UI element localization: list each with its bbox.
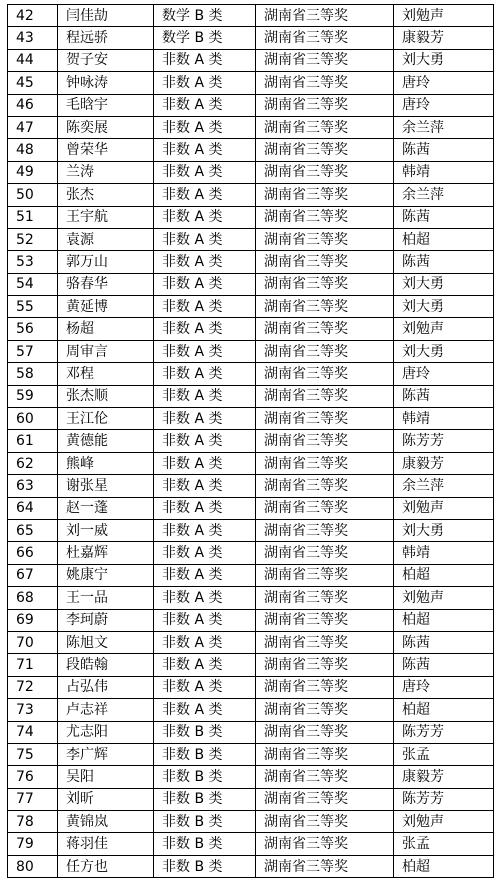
teacher-name-cell: 康毅芳 [394,766,494,788]
row-number-cell: 80 [8,855,58,877]
student-name-cell: 王一品 [58,587,154,609]
table-row [8,497,494,519]
row-number-cell: 69 [8,609,58,631]
table-row [8,676,494,698]
student-name-cell: 谢张星 [58,475,154,497]
category-cell: 非数 A 类 [154,564,256,586]
student-name-cell: 邓程 [58,363,154,385]
teacher-name-cell: 柏超 [394,228,494,250]
award-level-cell: 湖南省三等奖 [256,721,394,743]
row-number-cell: 51 [8,206,58,228]
student-name-cell: 黄德能 [58,430,154,452]
row-number-cell: 62 [8,452,58,474]
table-row [8,542,494,564]
row-number-cell: 46 [8,94,58,116]
student-name-cell: 杜嘉辉 [58,542,154,564]
teacher-name-cell: 刘勉声 [394,811,494,833]
award-level-cell: 湖南省三等奖 [256,587,394,609]
teacher-name-cell: 陈茜 [394,654,494,676]
category-cell: 非数 A 类 [154,251,256,273]
award-level-cell: 湖南省三等奖 [256,475,394,497]
teacher-name-cell: 刘大勇 [394,296,494,318]
row-number-cell: 72 [8,676,58,698]
category-cell: 非数 B 类 [154,788,256,810]
award-level-cell: 湖南省三等奖 [256,609,394,631]
row-number-cell: 45 [8,72,58,94]
row-number-cell: 50 [8,184,58,206]
student-name-cell: 段皓翰 [58,654,154,676]
award-list-sheet [7,4,493,878]
award-level-cell: 湖南省三等奖 [256,452,394,474]
table-row [8,833,494,855]
table-row [8,766,494,788]
student-name-cell: 袁源 [58,228,154,250]
row-number-cell: 79 [8,833,58,855]
table-row [8,475,494,497]
category-cell: 非数 A 类 [154,296,256,318]
teacher-name-cell: 刘大勇 [394,519,494,541]
row-number-cell: 74 [8,721,58,743]
teacher-name-cell: 柏超 [394,609,494,631]
award-level-cell: 湖南省三等奖 [256,94,394,116]
teacher-name-cell: 唐玲 [394,676,494,698]
award-level-cell: 湖南省三等奖 [256,564,394,586]
award-level-cell: 湖南省三等奖 [256,699,394,721]
table-row [8,743,494,765]
award-level-cell: 湖南省三等奖 [256,631,394,653]
student-name-cell: 李广辉 [58,743,154,765]
award-level-cell: 湖南省三等奖 [256,49,394,71]
table-row [8,430,494,452]
teacher-name-cell: 柏超 [394,855,494,877]
table-row [8,139,494,161]
award-level-cell: 湖南省三等奖 [256,766,394,788]
table-row [8,5,494,27]
category-cell: 非数 A 类 [154,49,256,71]
table-row [8,452,494,474]
teacher-name-cell: 唐玲 [394,363,494,385]
row-number-cell: 55 [8,296,58,318]
category-cell: 非数 A 类 [154,475,256,497]
row-number-cell: 73 [8,699,58,721]
teacher-name-cell: 柏超 [394,564,494,586]
student-name-cell: 兰涛 [58,161,154,183]
row-number-cell: 64 [8,497,58,519]
student-name-cell: 毛晗宇 [58,94,154,116]
category-cell: 非数 B 类 [154,766,256,788]
award-level-cell: 湖南省三等奖 [256,273,394,295]
student-name-cell: 骆春华 [58,273,154,295]
row-number-cell: 70 [8,631,58,653]
student-name-cell: 杨超 [58,318,154,340]
award-level-cell: 湖南省三等奖 [256,161,394,183]
award-table-body [8,5,494,878]
student-name-cell: 王江伦 [58,408,154,430]
category-cell: 非数 A 类 [154,430,256,452]
category-cell: 非数 B 类 [154,855,256,877]
table-row [8,721,494,743]
table-row [8,363,494,385]
category-cell: 非数 A 类 [154,408,256,430]
table-row [8,811,494,833]
award-level-cell: 湖南省三等奖 [256,296,394,318]
student-name-cell: 闫佳劼 [58,5,154,27]
student-name-cell: 钟咏涛 [58,72,154,94]
student-name-cell: 程远骄 [58,27,154,49]
student-name-cell: 黄锦岚 [58,811,154,833]
student-name-cell: 姚康宁 [58,564,154,586]
teacher-name-cell: 陈茜 [394,139,494,161]
award-level-cell: 湖南省三等奖 [256,519,394,541]
category-cell: 非数 A 类 [154,161,256,183]
category-cell: 非数 A 类 [154,340,256,362]
row-number-cell: 57 [8,340,58,362]
student-name-cell: 任方也 [58,855,154,877]
table-row [8,273,494,295]
row-number-cell: 47 [8,116,58,138]
category-cell: 非数 A 类 [154,676,256,698]
category-cell: 非数 A 类 [154,94,256,116]
category-cell: 非数 A 类 [154,587,256,609]
teacher-name-cell: 余兰萍 [394,116,494,138]
teacher-name-cell: 柏超 [394,699,494,721]
table-row [8,49,494,71]
table-row [8,519,494,541]
row-number-cell: 52 [8,228,58,250]
student-name-cell: 蒋羽佳 [58,833,154,855]
category-cell: 非数 A 类 [154,654,256,676]
table-row [8,385,494,407]
teacher-name-cell: 张孟 [394,743,494,765]
student-name-cell: 周审言 [58,340,154,362]
award-level-cell: 湖南省三等奖 [256,139,394,161]
category-cell: 非数 A 类 [154,631,256,653]
student-name-cell: 尤志阳 [58,721,154,743]
award-level-cell: 湖南省三等奖 [256,497,394,519]
teacher-name-cell: 刘大勇 [394,49,494,71]
award-level-cell: 湖南省三等奖 [256,788,394,810]
row-number-cell: 58 [8,363,58,385]
table-row [8,855,494,877]
teacher-name-cell: 余兰萍 [394,184,494,206]
student-name-cell: 黄延博 [58,296,154,318]
table-row [8,631,494,653]
award-level-cell: 湖南省三等奖 [256,363,394,385]
award-level-cell: 湖南省三等奖 [256,811,394,833]
row-number-cell: 60 [8,408,58,430]
row-number-cell: 77 [8,788,58,810]
student-name-cell: 王宇航 [58,206,154,228]
table-row [8,408,494,430]
award-level-cell: 湖南省三等奖 [256,542,394,564]
category-cell: 非数 B 类 [154,833,256,855]
category-cell: 非数 A 类 [154,206,256,228]
category-cell: 非数 A 类 [154,116,256,138]
table-row [8,94,494,116]
row-number-cell: 56 [8,318,58,340]
teacher-name-cell: 刘勉声 [394,5,494,27]
table-row [8,296,494,318]
category-cell: 非数 A 类 [154,385,256,407]
award-level-cell: 湖南省三等奖 [256,228,394,250]
table-row [8,27,494,49]
award-level-cell: 湖南省三等奖 [256,430,394,452]
row-number-cell: 42 [8,5,58,27]
award-table [7,4,494,878]
category-cell: 非数 A 类 [154,318,256,340]
table-row [8,564,494,586]
row-number-cell: 44 [8,49,58,71]
row-number-cell: 78 [8,811,58,833]
award-level-cell: 湖南省三等奖 [256,340,394,362]
category-cell: 非数 B 类 [154,811,256,833]
teacher-name-cell: 张孟 [394,833,494,855]
teacher-name-cell: 陈芳芳 [394,430,494,452]
row-number-cell: 49 [8,161,58,183]
award-level-cell: 湖南省三等奖 [256,5,394,27]
row-number-cell: 63 [8,475,58,497]
student-name-cell: 李珂蔚 [58,609,154,631]
teacher-name-cell: 刘勉声 [394,587,494,609]
table-row [8,161,494,183]
category-cell: 数学 B 类 [154,5,256,27]
student-name-cell: 占弘伟 [58,676,154,698]
teacher-name-cell: 康毅芳 [394,27,494,49]
category-cell: 非数 A 类 [154,609,256,631]
award-level-cell: 湖南省三等奖 [256,318,394,340]
student-name-cell: 郭万山 [58,251,154,273]
table-row [8,654,494,676]
category-cell: 非数 B 类 [154,743,256,765]
teacher-name-cell: 陈茜 [394,251,494,273]
award-level-cell: 湖南省三等奖 [256,385,394,407]
category-cell: 非数 A 类 [154,452,256,474]
table-row [8,318,494,340]
teacher-name-cell: 唐玲 [394,94,494,116]
student-name-cell: 刘一威 [58,519,154,541]
teacher-name-cell: 唐玲 [394,72,494,94]
row-number-cell: 66 [8,542,58,564]
award-level-cell: 湖南省三等奖 [256,408,394,430]
award-level-cell: 湖南省三等奖 [256,184,394,206]
category-cell: 非数 A 类 [154,72,256,94]
award-level-cell: 湖南省三等奖 [256,855,394,877]
teacher-name-cell: 韩靖 [394,542,494,564]
award-level-cell: 湖南省三等奖 [256,833,394,855]
teacher-name-cell: 陈茜 [394,631,494,653]
table-row [8,116,494,138]
award-level-cell: 湖南省三等奖 [256,72,394,94]
row-number-cell: 67 [8,564,58,586]
student-name-cell: 曾荣华 [58,139,154,161]
student-name-cell: 熊峰 [58,452,154,474]
table-row [8,206,494,228]
student-name-cell: 赵一蓬 [58,497,154,519]
student-name-cell: 张杰 [58,184,154,206]
student-name-cell: 陈旭文 [58,631,154,653]
teacher-name-cell: 刘勉声 [394,497,494,519]
student-name-cell: 刘昕 [58,788,154,810]
table-row [8,228,494,250]
row-number-cell: 61 [8,430,58,452]
teacher-name-cell: 韩靖 [394,161,494,183]
award-level-cell: 湖南省三等奖 [256,206,394,228]
award-level-cell: 湖南省三等奖 [256,27,394,49]
row-number-cell: 75 [8,743,58,765]
teacher-name-cell: 陈茜 [394,385,494,407]
row-number-cell: 76 [8,766,58,788]
table-row [8,699,494,721]
category-cell: 数学 B 类 [154,27,256,49]
student-name-cell: 陈奕展 [58,116,154,138]
row-number-cell: 54 [8,273,58,295]
table-row [8,609,494,631]
table-row [8,72,494,94]
teacher-name-cell: 刘大勇 [394,340,494,362]
student-name-cell: 卢志祥 [58,699,154,721]
category-cell: 非数 A 类 [154,497,256,519]
category-cell: 非数 A 类 [154,273,256,295]
teacher-name-cell: 陈茜 [394,206,494,228]
teacher-name-cell: 韩靖 [394,408,494,430]
category-cell: 非数 A 类 [154,184,256,206]
category-cell: 非数 A 类 [154,542,256,564]
teacher-name-cell: 刘勉声 [394,318,494,340]
award-level-cell: 湖南省三等奖 [256,676,394,698]
table-row [8,184,494,206]
teacher-name-cell: 余兰萍 [394,475,494,497]
row-number-cell: 68 [8,587,58,609]
row-number-cell: 53 [8,251,58,273]
table-row [8,788,494,810]
row-number-cell: 48 [8,139,58,161]
teacher-name-cell: 刘大勇 [394,273,494,295]
award-level-cell: 湖南省三等奖 [256,251,394,273]
student-name-cell: 张杰顺 [58,385,154,407]
category-cell: 非数 A 类 [154,139,256,161]
teacher-name-cell: 陈芳芳 [394,788,494,810]
table-row [8,340,494,362]
award-level-cell: 湖南省三等奖 [256,116,394,138]
category-cell: 非数 A 类 [154,699,256,721]
student-name-cell: 吴阳 [58,766,154,788]
table-row [8,251,494,273]
category-cell: 非数 A 类 [154,363,256,385]
row-number-cell: 65 [8,519,58,541]
table-row [8,587,494,609]
category-cell: 非数 A 类 [154,519,256,541]
category-cell: 非数 B 类 [154,721,256,743]
teacher-name-cell: 陈芳芳 [394,721,494,743]
student-name-cell: 贺子安 [58,49,154,71]
row-number-cell: 59 [8,385,58,407]
row-number-cell: 43 [8,27,58,49]
award-level-cell: 湖南省三等奖 [256,654,394,676]
row-number-cell: 71 [8,654,58,676]
award-level-cell: 湖南省三等奖 [256,743,394,765]
teacher-name-cell: 康毅芳 [394,452,494,474]
category-cell: 非数 A 类 [154,228,256,250]
